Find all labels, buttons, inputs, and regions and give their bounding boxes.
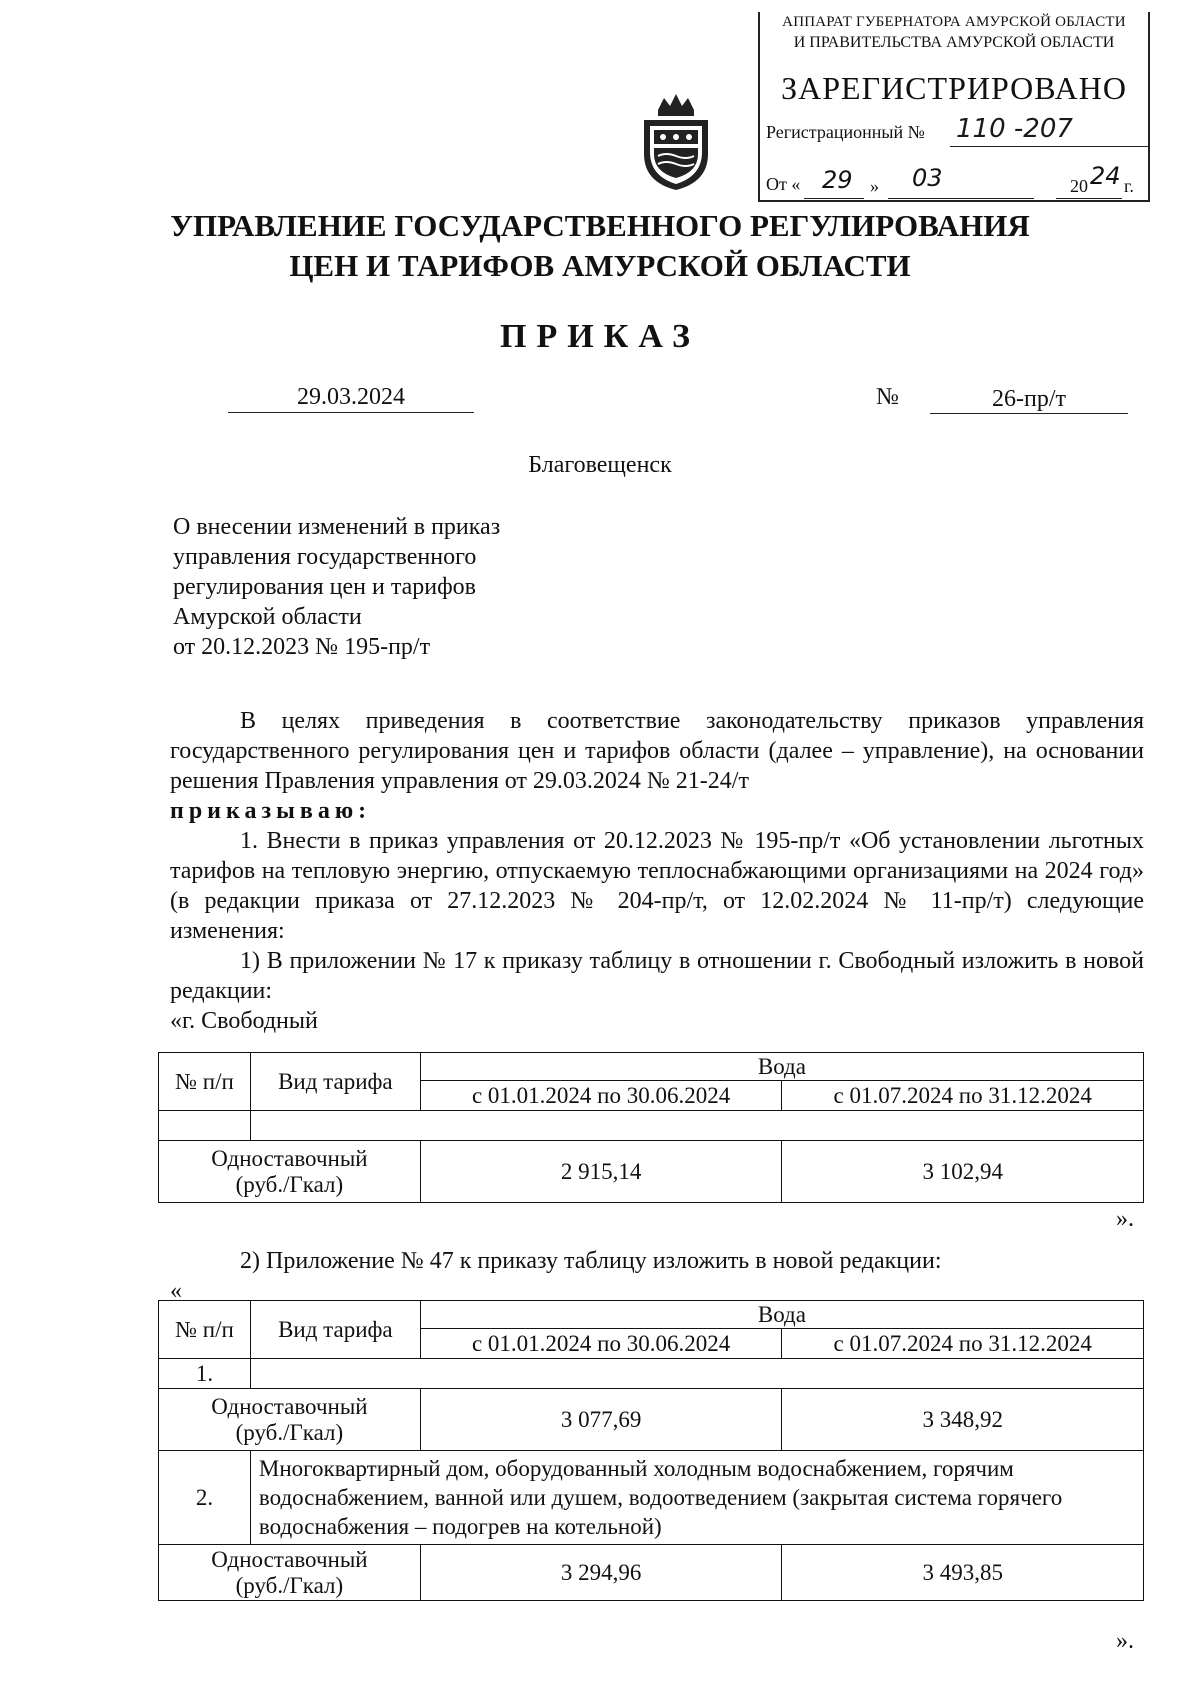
order-word: приказываю: xyxy=(170,798,372,824)
item-1-1-paragraph: 1) В приложении № 17 к приказу таблицу в отношении г. Свободный изложить в новой редакции: xyxy=(170,948,1144,1004)
table-1-closing-quote: ». xyxy=(1116,1206,1134,1232)
stamp-year-prefix: 20 xyxy=(1070,176,1088,196)
tariff-label-cell xyxy=(159,1141,421,1203)
stamp-reg-number: 110 -207 xyxy=(950,114,1150,147)
item-1-paragraph: 1. Внести в приказ управления от 20.12.2023 № 195-пр/т «Об установлении льготных тарифов на тепловую энергию, отпускаемую теплоснабжающими организациями на 2024 год» (в редакции приказа от 27.12.2023 № 204-пр/т, от 12.02.2024 № 11-пр/т) следующие изменения: xyxy=(170,828,1144,944)
stamp-line-2: И ПРАВИТЕЛЬСТВА АМУРСКОЙ ОБЛАСТИ xyxy=(793,34,1115,51)
order-city: Благовещенск xyxy=(528,452,672,478)
stamp-line-1: АППАРАТ ГУБЕРНАТОРА АМУРСКОЙ ОБЛАСТИ xyxy=(782,14,1126,30)
row-number-cell: 2. xyxy=(159,1451,251,1545)
stamp-day-underline xyxy=(804,198,864,199)
col-header-number: № п/п xyxy=(159,1053,251,1111)
subject-line: Амурской области xyxy=(173,604,362,630)
stamp-year-g: г. xyxy=(1124,176,1134,196)
row-description-cell: Многоквартирный дом, оборудованный холодным водоснабжением, горячим водоснабжением, ванной или душем, водоотведением (закрытая система горячего водоснабжения – подогрев на котельной) xyxy=(250,1451,1143,1545)
tariff-label-cell xyxy=(159,1389,421,1451)
row-description-cell xyxy=(250,1111,1143,1141)
item-1-2-paragraph: 2) Приложение № 47 к приказу таблицу изложить в новой редакции: xyxy=(240,1248,942,1274)
stamp-day: 29 xyxy=(822,166,853,194)
stamp-reg-label: Регистрационный № xyxy=(766,122,925,142)
subject-line: от 20.12.2023 № 195-пр/т xyxy=(173,634,431,660)
col-header-water: Вода xyxy=(420,1053,1143,1081)
intro-paragraph: В целях приведения в соответствие законодательству приказов управления государственного регулирования цен и тарифов области (далее – управление), на основании решения Правления управления от 29.03.2024 № 21-24/т xyxy=(170,708,1144,794)
tariff-value-period-2: 3 493,85 xyxy=(782,1545,1144,1601)
tariff-table-2 xyxy=(158,1300,1144,1601)
subject-line: О внесении изменений в приказ xyxy=(173,514,501,540)
coat-of-arms-icon xyxy=(636,92,716,192)
tariff-label-line-2: (руб./Гкал) xyxy=(235,1171,344,1197)
tariff-value-period-1: 2 915,14 xyxy=(420,1141,782,1203)
order-subject xyxy=(173,512,500,662)
tariff-label-cell xyxy=(159,1545,421,1601)
table-2-caption: « xyxy=(170,1278,182,1304)
subject-line: регулирования цен и тарифов xyxy=(173,574,476,600)
order-body xyxy=(170,706,1144,1036)
col-header-tariff-type: Вид тарифа xyxy=(250,1053,420,1111)
stamp-from-label: От « xyxy=(766,174,801,194)
stamp-date-row xyxy=(766,174,800,195)
col-header-water: Вода xyxy=(420,1301,1143,1329)
tariff-label-line-1: Одноставочный xyxy=(211,1145,368,1171)
stamp-month-underline xyxy=(888,198,1034,199)
tariff-value-period-1: 3 294,96 xyxy=(420,1545,782,1601)
col-header-period-1: с 01.01.2024 по 30.06.2024 xyxy=(420,1081,782,1111)
stamp-year-underline xyxy=(1056,198,1122,199)
registration-stamp xyxy=(758,12,1150,202)
document-type-title: ПРИКАЗ xyxy=(500,318,700,355)
tariff-table-1 xyxy=(158,1052,1144,1203)
subject-line: управления государственного xyxy=(173,544,477,570)
org-name-line-2: ЦЕН И ТАРИФОВ АМУРСКОЙ ОБЛАСТИ xyxy=(289,248,911,283)
tariff-value-period-2: 3 102,94 xyxy=(782,1141,1144,1203)
col-header-period-2: с 01.07.2024 по 31.12.2024 xyxy=(782,1329,1144,1359)
table-2-closing-quote: ». xyxy=(1116,1628,1134,1654)
row-number-cell xyxy=(159,1111,251,1141)
tariff-value-period-1: 3 077,69 xyxy=(420,1389,782,1451)
col-header-number: № п/п xyxy=(159,1301,251,1359)
stamp-quote-close: » xyxy=(870,176,879,196)
tariff-value-period-2: 3 348,92 xyxy=(782,1389,1144,1451)
table-1-caption: «г. Свободный xyxy=(170,1008,318,1034)
tariff-label-line-1: Одноставочный xyxy=(211,1546,368,1572)
tariff-label-line-2: (руб./Гкал) xyxy=(235,1572,344,1598)
col-header-tariff-type: Вид тарифа xyxy=(250,1301,420,1359)
order-number: 26-пр/т xyxy=(930,386,1128,414)
tariff-label-line-2: (руб./Гкал) xyxy=(235,1419,344,1445)
tariff-label-line-1: Одноставочный xyxy=(211,1393,368,1419)
row-description-cell xyxy=(250,1359,1143,1389)
org-name-line-1: УПРАВЛЕНИЕ ГОСУДАРСТВЕННОГО РЕГУЛИРОВАНИЯ xyxy=(170,208,1030,243)
col-header-period-2: с 01.07.2024 по 31.12.2024 xyxy=(782,1081,1144,1111)
row-number-cell: 1. xyxy=(159,1359,251,1389)
stamp-month: 03 xyxy=(912,164,943,192)
stamp-title: ЗАРЕГИСТРИРОВАНО xyxy=(781,70,1127,106)
item-1-2-block xyxy=(170,1246,1144,1306)
order-date: 29.03.2024 xyxy=(228,384,474,413)
order-number-sign: № xyxy=(876,384,899,410)
stamp-year-suffix: 24 xyxy=(1090,162,1121,190)
col-header-period-1: с 01.01.2024 по 30.06.2024 xyxy=(420,1329,782,1359)
